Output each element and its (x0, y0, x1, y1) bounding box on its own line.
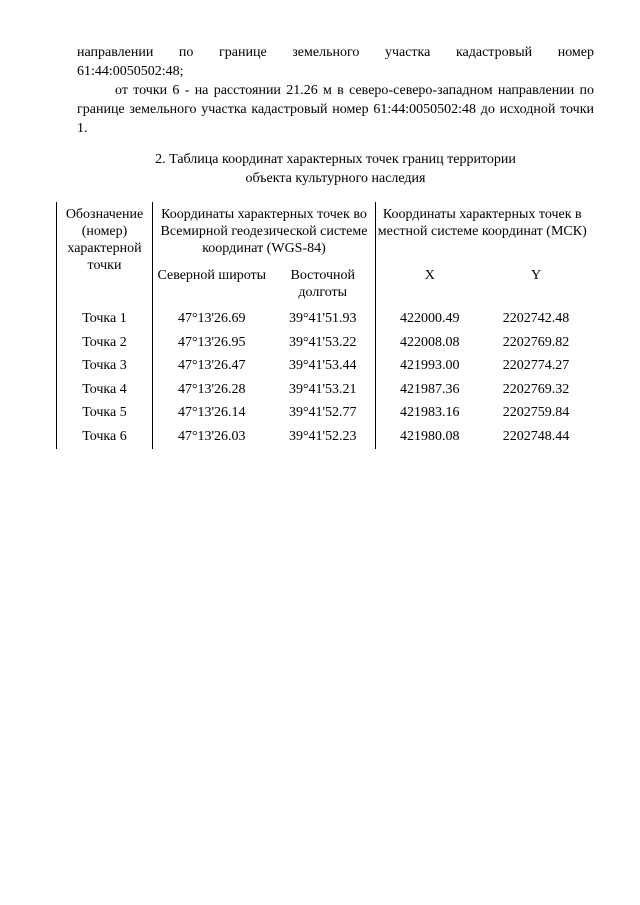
cell-x: 422008.08 (400, 334, 460, 350)
cell-longitude: 39°41'53.44 (271, 354, 376, 378)
header-y: Y (530, 268, 542, 283)
header-latitude: Северной широты (157, 268, 267, 283)
cell-latitude: 47°13'26.47 (177, 358, 246, 374)
cell-latitude: 47°13'26.95 (177, 334, 246, 350)
paragraph-point-6: от точки 6 - на расстоянии 21.26 м в северо-северо-западном направлении по границе земельного участка кадастровый номер 61:44:0050502:48 до исходной точки 1. (77, 83, 594, 136)
table-row (57, 378, 589, 402)
cell-x: 421983.16 (400, 405, 460, 421)
cell-y: 2202742.48 (502, 311, 570, 327)
cell-latitude: 47°13'26.03 (177, 429, 246, 444)
cell-longitude: 39°41'53.21 (271, 378, 376, 402)
header-x: X (424, 268, 435, 283)
cell-y: 2202748.44 (502, 429, 570, 444)
cell-latitude: 47°13'26.28 (177, 381, 246, 397)
cell-longitude: 39°41'51.93 (271, 307, 376, 331)
cell-x: 421987.36 (400, 381, 460, 397)
cell-point-name: Точка 5 (57, 401, 153, 425)
table-row (57, 425, 589, 449)
table-caption-line: 2. Таблица координат характерных точек границ территории (155, 152, 516, 167)
coordinates-table (56, 202, 589, 449)
header-wgs84: Координаты характерных точек во Всемирной геодезической системе координат (WGS-84) (153, 202, 376, 257)
cell-point-name: Точка 4 (57, 378, 153, 402)
cell-point-name: Точка 2 (57, 331, 153, 355)
cell-longitude: 39°41'53.22 (271, 331, 376, 355)
table-header-row (57, 202, 589, 257)
table-row (57, 307, 589, 331)
cell-longitude: 39°41'52.23 (271, 425, 376, 449)
cell-point-name: Точка 3 (57, 354, 153, 378)
cell-y: 2202769.32 (502, 381, 570, 397)
header-longitude: Восточной долготы (271, 257, 376, 307)
cell-point-name: Точка 1 (57, 307, 153, 331)
cell-x: 422000.49 (400, 311, 460, 327)
cell-longitude: 39°41'52.77 (271, 401, 376, 425)
header-designation: Обозначение (номер) характерной точки (57, 202, 153, 307)
table-row (57, 354, 589, 378)
cell-y: 2202769.82 (502, 334, 570, 350)
cell-y: 2202759.84 (502, 405, 570, 421)
cell-x: 421993.00 (400, 358, 460, 374)
paragraph-continuation (77, 43, 594, 81)
paragraph-line: 61:44:0050502:48; (77, 64, 184, 79)
cell-latitude: 47°13'26.14 (177, 405, 246, 421)
cell-y: 2202774.27 (502, 358, 570, 374)
table-row (57, 331, 589, 355)
paragraph-line: направлении по границе земельного участка кадастровый номер (77, 45, 594, 60)
table-caption-line: объекта культурного наследия (245, 171, 426, 186)
table-caption (77, 150, 594, 188)
table-row (57, 401, 589, 425)
cell-latitude: 47°13'26.69 (177, 311, 246, 327)
cell-point-name: Точка 6 (57, 425, 153, 449)
cell-x: 421980.08 (400, 429, 460, 444)
header-msk: Координаты характерных точек в местной системе координат (МСК) (377, 207, 587, 239)
